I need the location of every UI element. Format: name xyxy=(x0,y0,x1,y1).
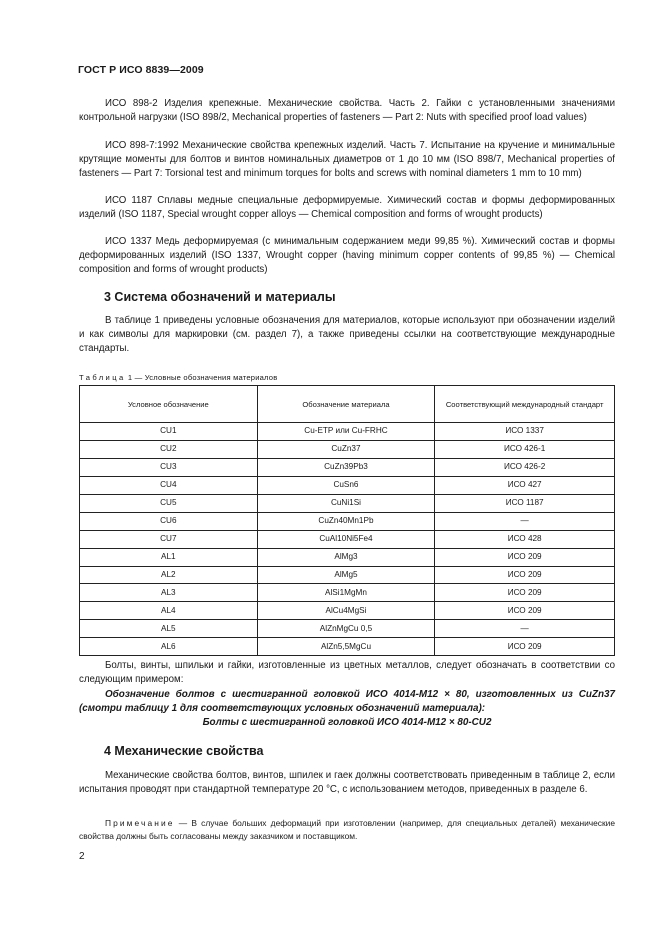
cell-standard: — xyxy=(435,512,615,530)
cell-designation: CU5 xyxy=(80,494,258,512)
section-4-heading: 4 Механические свойства xyxy=(104,744,264,758)
note-label: Примечание xyxy=(105,818,175,828)
table-row xyxy=(80,602,615,620)
cell-standard: ИСО 1337 xyxy=(435,423,615,441)
reference-iso-1337: ИСО 1337 Медь деформируемая (с минимальным содержанием меди 99,85 %). Химический состав и формы деформированных изделий (ISO 1337, Wrought copper (having minimum copper contents of 99,85 %) — Chemical composition and forms of wrought products) xyxy=(79,236,615,275)
cell-standard: ИСО 209 xyxy=(435,602,615,620)
materials-table xyxy=(79,385,615,656)
table-header-row xyxy=(80,386,615,423)
cell-designation: CU6 xyxy=(80,512,258,530)
cell-standard: ИСО 209 xyxy=(435,638,615,656)
table-caption-label: Таблица xyxy=(79,373,126,382)
designation-example: Обозначение болтов с шестигранной головкой ИСО 4014-М12 × 80, изготовленных из CuZn37 (смотри таблицу 1 для соответствующих условных обозначений материала): xyxy=(79,689,615,714)
section-3-intro: В таблице 1 приведены условные обозначения для материалов, которые используют при обозначении изделий и как символы для маркировки (см. раздел 7), а также приведены ссылки на соответствующие международные стандарты. xyxy=(79,315,615,354)
cell-material: AlCu4MgSi xyxy=(257,602,435,620)
reference-iso-898-2: ИСО 898-2 Изделия крепежные. Механические свойства. Часть 2. Гайки с установленными значениями контрольной нагрузки (ISO 898/2, Mechanical properties of fasteners — Part 2: Nuts with specified proof load values) xyxy=(79,98,615,123)
cell-material: AlMg3 xyxy=(257,548,435,566)
cell-material: Cu-ETP или Cu-FRHC xyxy=(257,423,435,441)
reference-iso-898-7: ИСО 898-7:1992 Механические свойства крепежных изделий. Часть 7. Испытание на кручение и минимальные крутящие моменты для болтов и винтов номинальных диаметров от 1 до 10 мм (ISO 898/7, Mechanical properties of fasteners — Part 7: Torsional test and minimum torques for bolts and screws with nominal diameters 1 mm to 10 mm) xyxy=(79,140,615,179)
cell-standard: ИСО 426-2 xyxy=(435,458,615,476)
table-row xyxy=(80,584,615,602)
cell-standard: ИСО 427 xyxy=(435,476,615,494)
designation-rule-text: Болты, винты, шпильки и гайки, изготовленные из цветных металлов, следует обозначать в соответствии со следующим примером: xyxy=(79,660,615,685)
table-row xyxy=(80,440,615,458)
cell-standard: — xyxy=(435,620,615,638)
cell-material: AlSi1MgMn xyxy=(257,584,435,602)
cell-designation: AL1 xyxy=(80,548,258,566)
section-4-text: Механические свойства болтов, винтов, шпилек и гаек должны соответствовать приведенным в таблице 2, если испытания проводят при стандартной температуре 20 °С, с использованием методов, приведенных в разделе 6. xyxy=(79,770,615,795)
section-3-heading: 3 Система обозначений и материалы xyxy=(104,290,336,304)
page-number: 2 xyxy=(79,851,85,862)
header-material: Обозначение материала xyxy=(257,386,435,423)
cell-standard: ИСО 428 xyxy=(435,530,615,548)
cell-standard: ИСО 209 xyxy=(435,548,615,566)
table-row xyxy=(80,476,615,494)
cell-designation: CU4 xyxy=(80,476,258,494)
cell-standard: ИСО 209 xyxy=(435,584,615,602)
table-row xyxy=(80,548,615,566)
header-standard: Соответствующий международный стандарт xyxy=(435,386,615,423)
table-row xyxy=(80,494,615,512)
cell-designation: AL5 xyxy=(80,620,258,638)
cell-designation: CU3 xyxy=(80,458,258,476)
cell-material: AlZn5,5MgCu xyxy=(257,638,435,656)
cell-material: AlZnMgCu 0,5 xyxy=(257,620,435,638)
table-row xyxy=(80,638,615,656)
table-row xyxy=(80,566,615,584)
cell-material: CuSn6 xyxy=(257,476,435,494)
cell-standard: ИСО 426-1 xyxy=(435,440,615,458)
cell-material: AlMg5 xyxy=(257,566,435,584)
cell-standard: ИСО 209 xyxy=(435,566,615,584)
cell-designation: AL4 xyxy=(80,602,258,620)
table-row xyxy=(80,423,615,441)
note-text: — В случае больших деформаций при изготовлении (например, для специальных деталей) механические свойства должны быть согласованы между заказчиком и поставщиком. xyxy=(79,818,615,841)
designation-example-result: Болты с шестигранной головкой ИСО 4014-М12 × 80-CU2 xyxy=(202,717,492,728)
cell-material: CuZn37 xyxy=(257,440,435,458)
table-caption xyxy=(79,373,277,382)
cell-standard: ИСО 1187 xyxy=(435,494,615,512)
header-designation: Условное обозначение xyxy=(80,386,258,423)
cell-material: CuZn40Mn1Pb xyxy=(257,512,435,530)
reference-iso-1187: ИСО 1187 Сплавы медные специальные деформируемые. Химический состав и формы деформированных изделий (ISO 1187, Special wrought copper alloys — Chemical composition and forms of wrought products) xyxy=(79,195,615,220)
table-row xyxy=(80,530,615,548)
cell-designation: AL6 xyxy=(80,638,258,656)
cell-designation: AL3 xyxy=(80,584,258,602)
cell-material: CuNi1Si xyxy=(257,494,435,512)
cell-material: CuZn39Pb3 xyxy=(257,458,435,476)
table-row xyxy=(80,458,615,476)
table-row xyxy=(80,620,615,638)
cell-designation: CU7 xyxy=(80,530,258,548)
page-header: ГОСТ Р ИСО 8839—2009 xyxy=(78,64,204,76)
cell-designation: CU1 xyxy=(80,423,258,441)
cell-material: CuAl10Ni5Fe4 xyxy=(257,530,435,548)
cell-designation: CU2 xyxy=(80,440,258,458)
table-caption-text: 1 — Условные обозначения материалов xyxy=(125,373,278,382)
cell-designation: AL2 xyxy=(80,566,258,584)
table-row xyxy=(80,512,615,530)
section-4-note xyxy=(79,817,615,842)
